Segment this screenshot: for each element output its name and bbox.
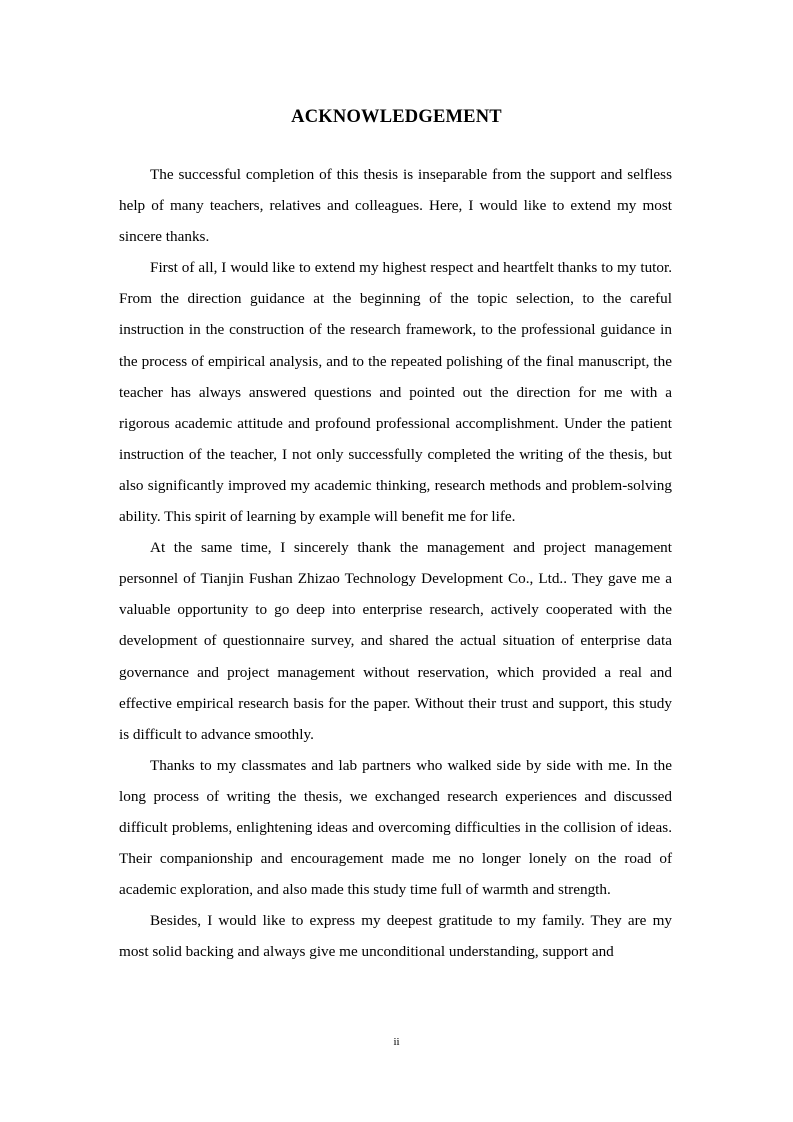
paragraph-classmates: Thanks to my classmates and lab partners who walked side by side with me. In the long process of writing the thesis, we exchanged research experiences and discussed difficult problems, enlightening ideas and overcoming difficulties in the collision of ideas. Their companionship and encouragement made me no longer lonely on the road of academic exploration, and also made this study time full of warmth and strength. bbox=[119, 756, 672, 899]
paragraph-tutor: First of all, I would like to extend my highest respect and heartfelt thanks to my tutor. From the direction guidance at the beginning of the topic selection, to the careful instruction in the construction of the research framework, to the professional guidance in the process of empirical analysis, and to the repeated polishing of the final manuscript, the teacher has always answered questions and pointed out the direction for me with a rigorous academic attitude and profound professional accomplishment. Under the patient instruction of the teacher, I not only successfully completed the writing of the thesis, but also significantly improved my academic thinking, research methods and problem-solving ability. This spirit of learning by example will benefit me for life. bbox=[119, 259, 672, 526]
paragraph-family: Besides, I would like to express my deepest gratitude to my family. They are my most solid backing and always give me unconditional understanding, support and bbox=[119, 912, 672, 961]
body-text bbox=[119, 159, 672, 967]
paragraph-intro: The successful completion of this thesis is inseparable from the support and selfless help of many teachers, relatives and colleagues. Here, I would like to extend my most sincere thanks. bbox=[119, 166, 672, 246]
paragraph-company: At the same time, I sincerely thank the management and project management personnel of Tianjin Fushan Zhizao Technology Development Co., Ltd.. They gave me a valuable opportunity to go deep into enterprise research, actively cooperated with the development of questionnaire survey, and shared the actual situation of enterprise data governance and project management without reservation, which provided a real and effective empirical research basis for the paper. Without their trust and support, this study is difficult to advance smoothly. bbox=[119, 539, 672, 743]
page-title: ACKNOWLEDGEMENT bbox=[291, 107, 502, 127]
page-number: ii bbox=[393, 1036, 400, 1048]
